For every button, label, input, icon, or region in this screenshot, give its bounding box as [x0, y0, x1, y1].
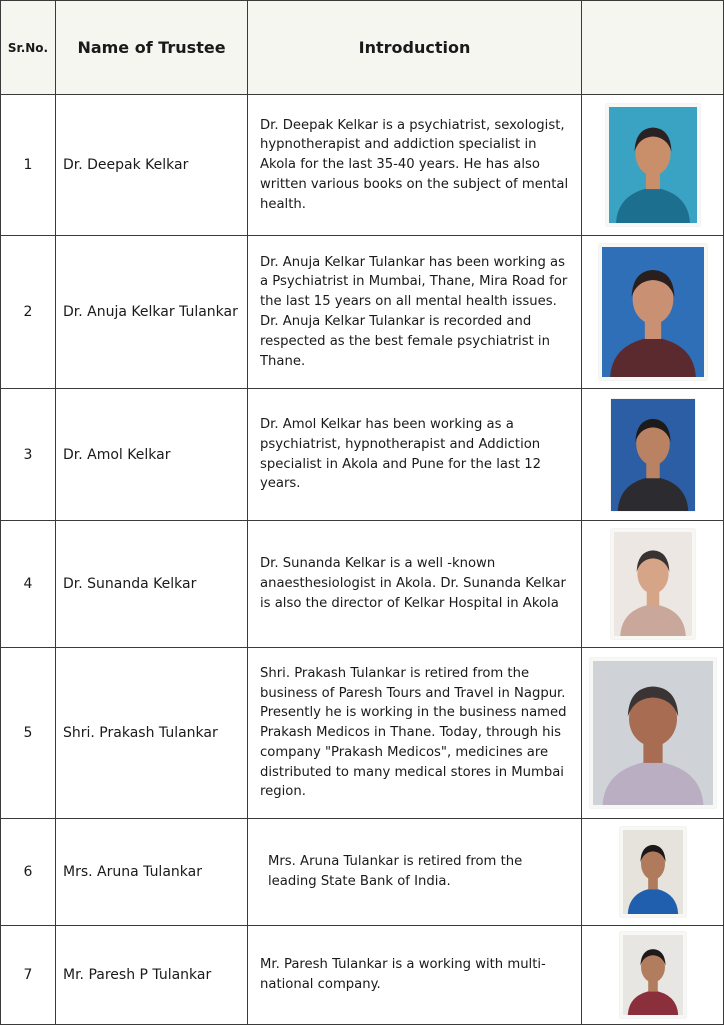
table-row [1, 236, 724, 389]
trustee-name: Dr. Deepak Kelkar [56, 95, 248, 236]
trustee-name: Mr. Paresh P Tulankar [56, 926, 248, 1025]
photo-cell [582, 521, 724, 648]
sr-number: 3 [1, 389, 56, 521]
trustee-name: Dr. Sunanda Kelkar [56, 521, 248, 648]
trustee-name: Dr. Anuja Kelkar Tulankar [56, 236, 248, 389]
trustee-introduction: Dr. Deepak Kelkar is a psychiatrist, sexologist, hypnotherapist and addiction specialist in Akola for the last 35-40 years. He has also written various books on the subject of mental health. [248, 95, 582, 236]
photo-cell [582, 926, 724, 1025]
portrait-photo [611, 529, 695, 639]
sr-number: 4 [1, 521, 56, 648]
table-row [1, 95, 724, 236]
sr-number: 2 [1, 236, 56, 389]
trustee-introduction: Mrs. Aruna Tulankar is retired from the leading State Bank of India. [248, 819, 582, 926]
photo-cell [582, 389, 724, 521]
trustee-introduction: Mr. Paresh Tulankar is a working with multi-national company. [248, 926, 582, 1025]
header-name: Name of Trustee [56, 1, 248, 95]
sr-number: 5 [1, 648, 56, 819]
photo-cell [582, 648, 724, 819]
portrait-photo [599, 244, 707, 380]
sr-number: 7 [1, 926, 56, 1025]
header-sr-no: Sr.No. [1, 1, 56, 95]
portrait-photo [590, 658, 716, 808]
portrait-photo [611, 399, 695, 511]
trustee-name: Dr. Amol Kelkar [56, 389, 248, 521]
trustee-name: Shri. Prakash Tulankar [56, 648, 248, 819]
table-row [1, 521, 724, 648]
trustee-introduction: Dr. Sunanda Kelkar is a well -known anaesthesiologist in Akola. Dr. Sunanda Kelkar is also the director of Kelkar Hospital in Akola [248, 521, 582, 648]
trustee-introduction: Shri. Prakash Tulankar is retired from the business of Paresh Tours and Travel in Nagpur. Presently he is working in the business named Prakash Medicos in Thane. Today, through his company "Prakash Medicos", medicines are distributed to many medical stores in Mumbai region. [248, 648, 582, 819]
table-row [1, 926, 724, 1025]
sr-number: 6 [1, 819, 56, 926]
portrait-photo [606, 104, 700, 226]
table-row [1, 648, 724, 819]
header-row [1, 1, 724, 95]
photo-cell [582, 95, 724, 236]
photo-cell [582, 236, 724, 389]
header-introduction: Introduction [248, 1, 582, 95]
portrait-photo [620, 932, 686, 1018]
sr-number: 1 [1, 95, 56, 236]
photo-cell [582, 819, 724, 926]
header-photo [582, 1, 724, 95]
table-row [1, 819, 724, 926]
table-row [1, 389, 724, 521]
trustee-introduction: Dr. Anuja Kelkar Tulankar has been working as a Psychiatrist in Mumbai, Thane, Mira Road for the last 15 years on all mental health issues. Dr. Anuja Kelkar Tulankar is recorded and respected as the best female psychiatrist in Thane. [248, 236, 582, 389]
portrait-photo [620, 827, 686, 917]
trustee-name: Mrs. Aruna Tulankar [56, 819, 248, 926]
trustee-introduction: Dr. Amol Kelkar has been working as a psychiatrist, hypnotherapist and Addiction specialist in Akola and Pune for the last 12 years. [248, 389, 582, 521]
